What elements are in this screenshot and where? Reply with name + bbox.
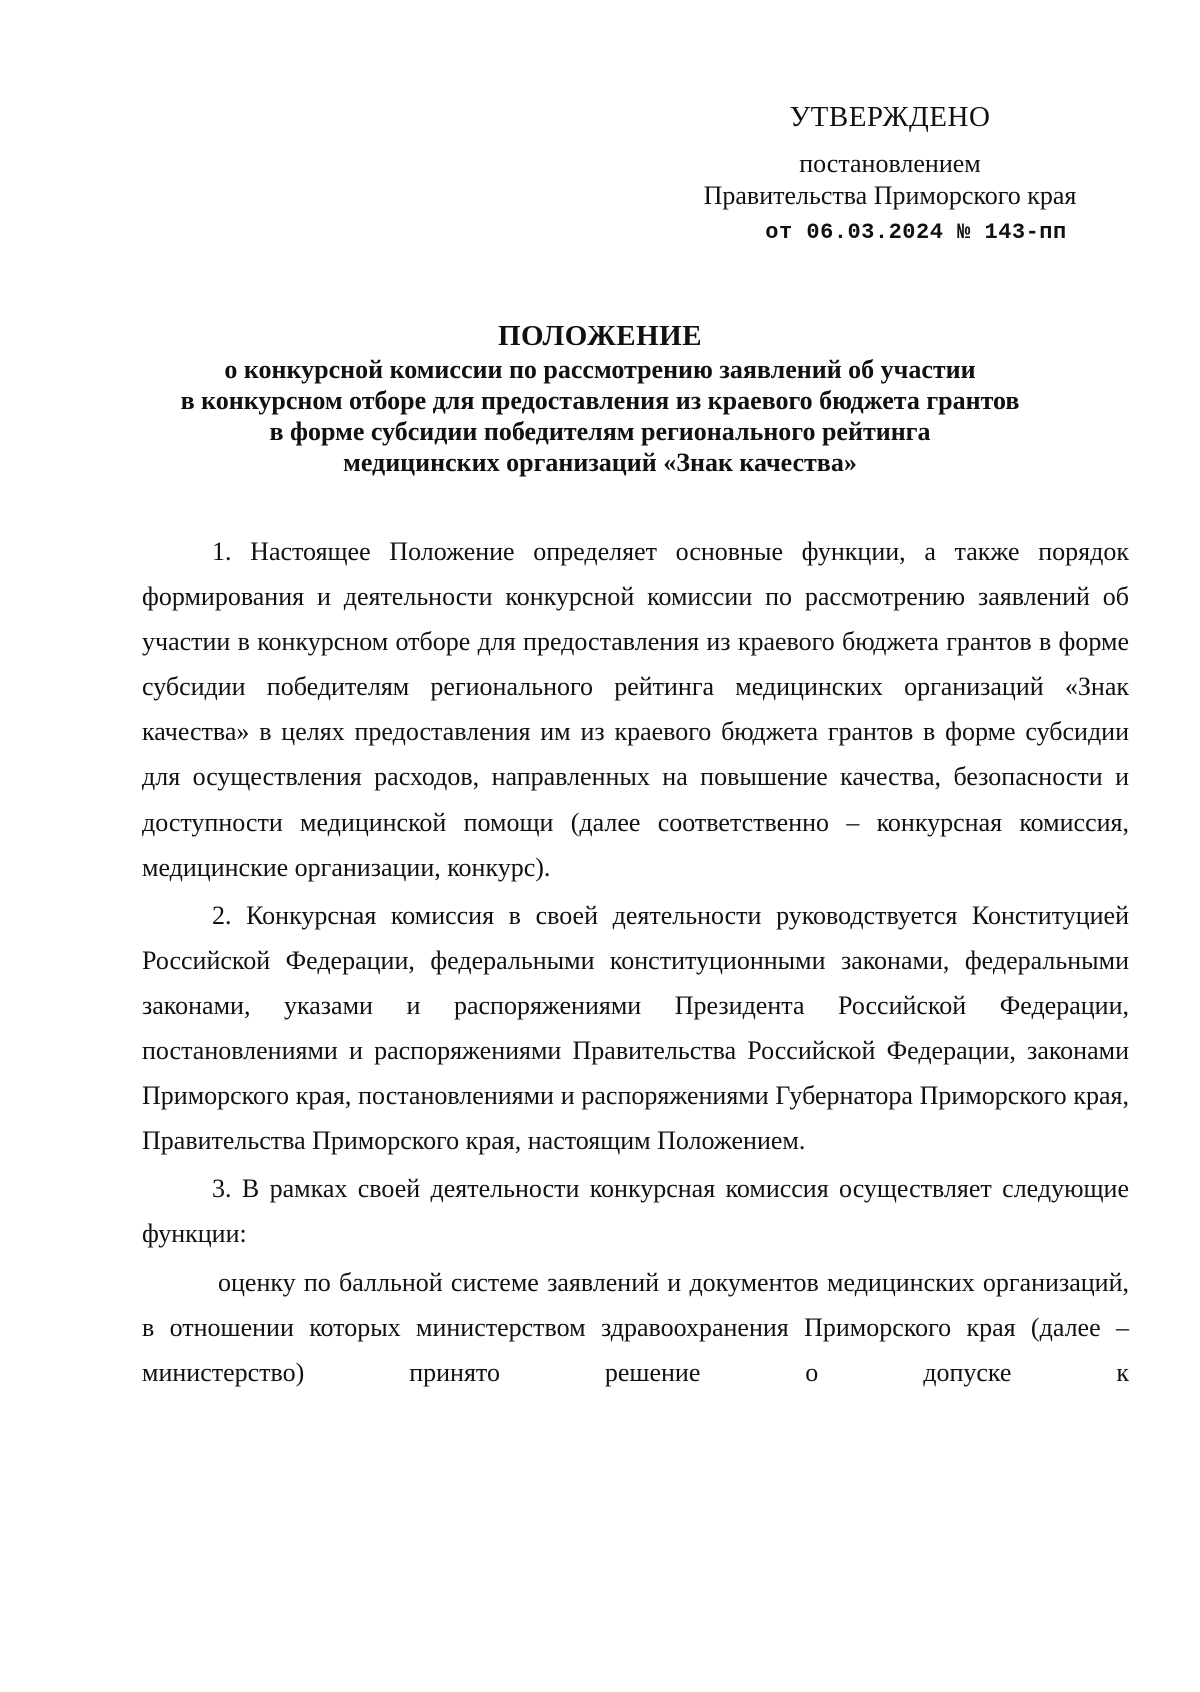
paragraph-3-item-1: оценку по балльной системе заявлений и документов медицинских организаций, в отношении которых министерством здравоохранения Приморского края (далее – министерство) принято решение о допуске к [142, 1267, 1129, 1387]
document-subtitle-line-2: в конкурсном отборе для предоставления из краевого бюджета грантов [180, 386, 1020, 415]
document-subtitle-line-3: в форме субсидии победителям регионального рейтинга [269, 417, 931, 446]
document-title: ПОЛОЖЕНИЕ [497, 320, 703, 352]
approved-stamp-text: УТВЕРЖДЕНО [789, 101, 991, 133]
document-body [142, 529, 1129, 1398]
paragraph-3: 3. В рамках своей деятельности конкурсная комиссия осуществляет следующие функции: [142, 1174, 1129, 1249]
paragraph-1: 1. Настоящее Положение определяет основные функции, а также порядок формирования и деятельности конкурсной комиссии по рассмотрению заявлений об участии в конкурсном отборе для предоставления из краевого бюджета грантов в форме субсидии победителям регионального рейтинга медицинских организаций «Знак качества» в целях предоставления им из краевого бюджета грантов в форме субсидии для осуществления расходов, направленных на повышение качества, безопасности и доступности медицинской помощи (далее соответственно – конкурсная комиссия, медицинские организации, конкурс). [142, 537, 1129, 882]
document-title-block [120, 318, 1080, 478]
document-subtitle-line-1: о конкурсной комиссии по рассмотрению заявлений об участии [224, 355, 976, 384]
approval-by-line-1: постановлением [799, 149, 981, 178]
approval-block [660, 100, 1120, 248]
approval-by-line-2: Правительства Приморского края [703, 181, 1077, 210]
document-subtitle-line-4: медицинских организаций «Знак качества» [343, 448, 857, 477]
paragraph-2: 2. Конкурсная комиссия в своей деятельности руководствуется Конституцией Российской Федерации, федеральными конституционными законами, федеральными законами, указами и распоряжениями Президента Российской Федерации, постановлениями и распоряжениями Правительства Российской Федерации, законами Приморского края, постановлениями и распоряжениями Губернатора Приморского края, Правительства Приморского края, настоящим Положением. [142, 900, 1129, 1156]
approval-date-number: от 06.03.2024 № 143-пп [765, 220, 1067, 245]
